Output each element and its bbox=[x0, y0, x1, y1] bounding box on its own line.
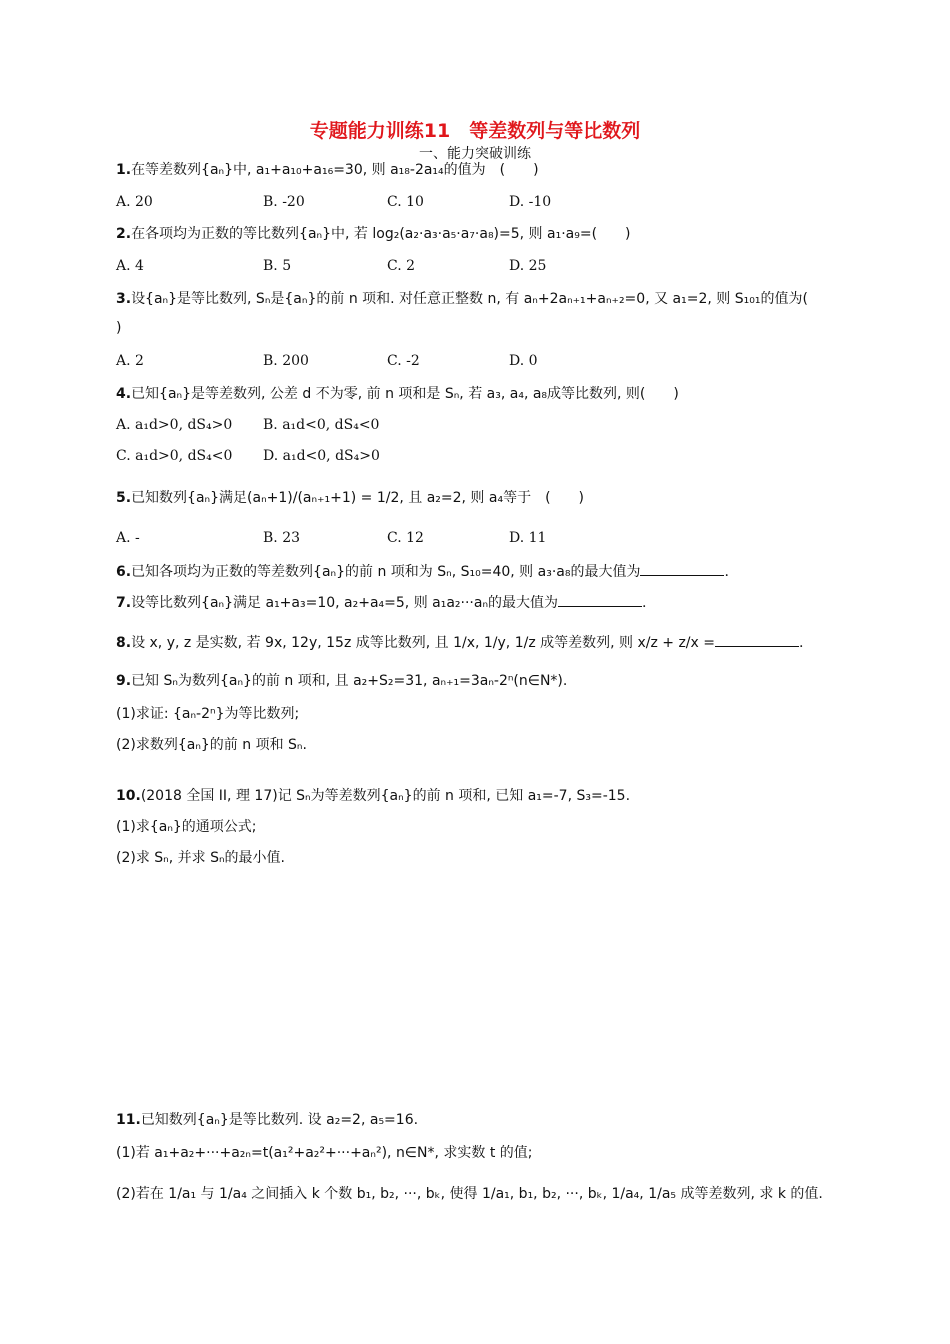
question-3 bbox=[116, 289, 808, 309]
question-11-part-2: (2)若在 1/a₁ 与 1/a₄ 之间插入 k 个数 b₁, b₂, ···, bₖ, 使得 1/a₁, b₁, b₂, ···, bₖ, 1/a₄, 1/a₅ 成等差数列, 求 k 的值. bbox=[116, 1186, 823, 1202]
question-9-part-1: (1)求证: {aₙ-2ⁿ}为等比数列; bbox=[116, 706, 300, 722]
question-number: 6. bbox=[116, 564, 132, 580]
option-b: B. a₁d<0, dS₄<0 bbox=[263, 417, 380, 433]
option-d: D. 25 bbox=[509, 258, 547, 274]
question-number: 2. bbox=[116, 226, 132, 242]
option-d: D. a₁d<0, dS₄>0 bbox=[263, 448, 380, 464]
option-c: C. 10 bbox=[387, 194, 424, 210]
question-number: 11. bbox=[116, 1112, 141, 1128]
question-text: 在各项均为正数的等比数列{aₙ}中, 若 log₂(a₂·a₃·a₅·a₇·a₈)=5, 则 a₁·a₉=( ) bbox=[131, 226, 631, 242]
question-text: 已知 Sₙ为数列{aₙ}的前 n 项和, 且 a₂+S₂=31, aₙ₊₁=3aₙ-2ⁿ(n∈N*). bbox=[131, 673, 568, 689]
question-number: 4. bbox=[116, 386, 132, 402]
option-a: A. 2 bbox=[116, 353, 144, 369]
answer-blank[interactable] bbox=[558, 592, 642, 607]
question-number: 1. bbox=[116, 162, 132, 178]
option-d: D. 11 bbox=[509, 530, 547, 546]
option-b: B. 23 bbox=[263, 530, 301, 546]
question-text: 设等比数列{aₙ}满足 a₁+a₃=10, a₂+a₄=5, 则 a₁a₂···aₙ的最大值为 bbox=[131, 595, 559, 611]
question-4 bbox=[116, 384, 679, 404]
question-number: 7. bbox=[116, 595, 132, 611]
question-text: 在等差数列{aₙ}中, a₁+a₁₀+a₁₆=30, 则 a₁₈-2a₁₄的值为 ( ) bbox=[131, 162, 539, 178]
question-8 bbox=[116, 632, 803, 653]
question-9 bbox=[116, 671, 567, 691]
option-a: A. - bbox=[116, 530, 140, 546]
question-5 bbox=[116, 488, 584, 508]
question-text: 已知各项均为正数的等差数列{aₙ}的前 n 项和为 Sₙ, S₁₀=40, 则 a₃·a₈的最大值为 bbox=[131, 564, 641, 580]
answer-blank[interactable] bbox=[715, 632, 799, 647]
question-11-part-1: (1)若 a₁+a₂+···+a₂ₙ=t(a₁²+a₂²+···+aₙ²), n∈N*, 求实数 t 的值; bbox=[116, 1145, 533, 1161]
option-d: D. 0 bbox=[509, 353, 538, 369]
option-d: D. -10 bbox=[509, 194, 552, 210]
question-number: 9. bbox=[116, 673, 132, 689]
option-b: B. 200 bbox=[263, 353, 309, 369]
question-text-continued: ) bbox=[116, 320, 122, 336]
option-b: B. 5 bbox=[263, 258, 292, 274]
question-10-part-1: (1)求{aₙ}的通项公式; bbox=[116, 819, 257, 835]
question-text: 设{aₙ}是等比数列, Sₙ是{aₙ}的前 n 项和. 对任意正整数 n, 有 aₙ+2aₙ₊₁+aₙ₊₂=0, 又 a₁=2, 则 S₁₀₁的值为( bbox=[131, 291, 808, 307]
question-9-part-2: (2)求数列{aₙ}的前 n 项和 Sₙ. bbox=[116, 737, 307, 753]
answer-blank[interactable] bbox=[640, 561, 724, 576]
page-title: 专题能力训练11 等差数列与等比数列 bbox=[309, 120, 641, 142]
question-text: 已知数列{aₙ}满足(aₙ+1)/(aₙ₊₁+1) = 1/2, 且 a₂=2, 则 a₄等于 ( ) bbox=[131, 490, 584, 506]
question-6 bbox=[116, 561, 729, 582]
section-heading: 一、能力突破训练 bbox=[419, 146, 531, 162]
question-number: 5. bbox=[116, 490, 132, 506]
option-c: C. 12 bbox=[387, 530, 424, 546]
option-a: A. 4 bbox=[116, 258, 144, 274]
question-10-part-2: (2)求 Sₙ, 并求 Sₙ的最小值. bbox=[116, 850, 286, 866]
option-a: A. 20 bbox=[116, 194, 153, 210]
question-1 bbox=[116, 160, 539, 180]
question-number: 8. bbox=[116, 635, 132, 651]
question-text: 已知数列{aₙ}是等比数列. 设 a₂=2, a₅=16. bbox=[140, 1112, 419, 1128]
question-11 bbox=[116, 1110, 418, 1130]
question-3-continued bbox=[116, 318, 121, 338]
question-text: 设 x, y, z 是实数, 若 9x, 12y, 15z 成等比数列, 且 1/x, 1/y, 1/z 成等差数列, 则 x/z + z/x = bbox=[131, 635, 715, 651]
question-10 bbox=[116, 786, 630, 806]
option-c: C. a₁d>0, dS₄<0 bbox=[116, 448, 233, 464]
option-c: C. -2 bbox=[387, 353, 420, 369]
question-7 bbox=[116, 592, 647, 613]
option-c: C. 2 bbox=[387, 258, 416, 274]
sentence-end: . bbox=[724, 564, 729, 580]
option-a: A. a₁d>0, dS₄>0 bbox=[116, 417, 233, 433]
option-b: B. -20 bbox=[263, 194, 305, 210]
question-number: 10. bbox=[116, 788, 141, 804]
question-number: 3. bbox=[116, 291, 132, 307]
question-2 bbox=[116, 224, 631, 244]
question-text: (2018 全国 II, 理 17)记 Sₙ为等差数列{aₙ}的前 n 项和, 已知 a₁=-7, S₃=-15. bbox=[140, 788, 631, 804]
sentence-end: . bbox=[799, 635, 804, 651]
sentence-end: . bbox=[642, 595, 647, 611]
question-text: 已知{aₙ}是等差数列, 公差 d 不为零, 前 n 项和是 Sₙ, 若 a₃, a₄, a₈成等比数列, 则( ) bbox=[131, 386, 679, 402]
